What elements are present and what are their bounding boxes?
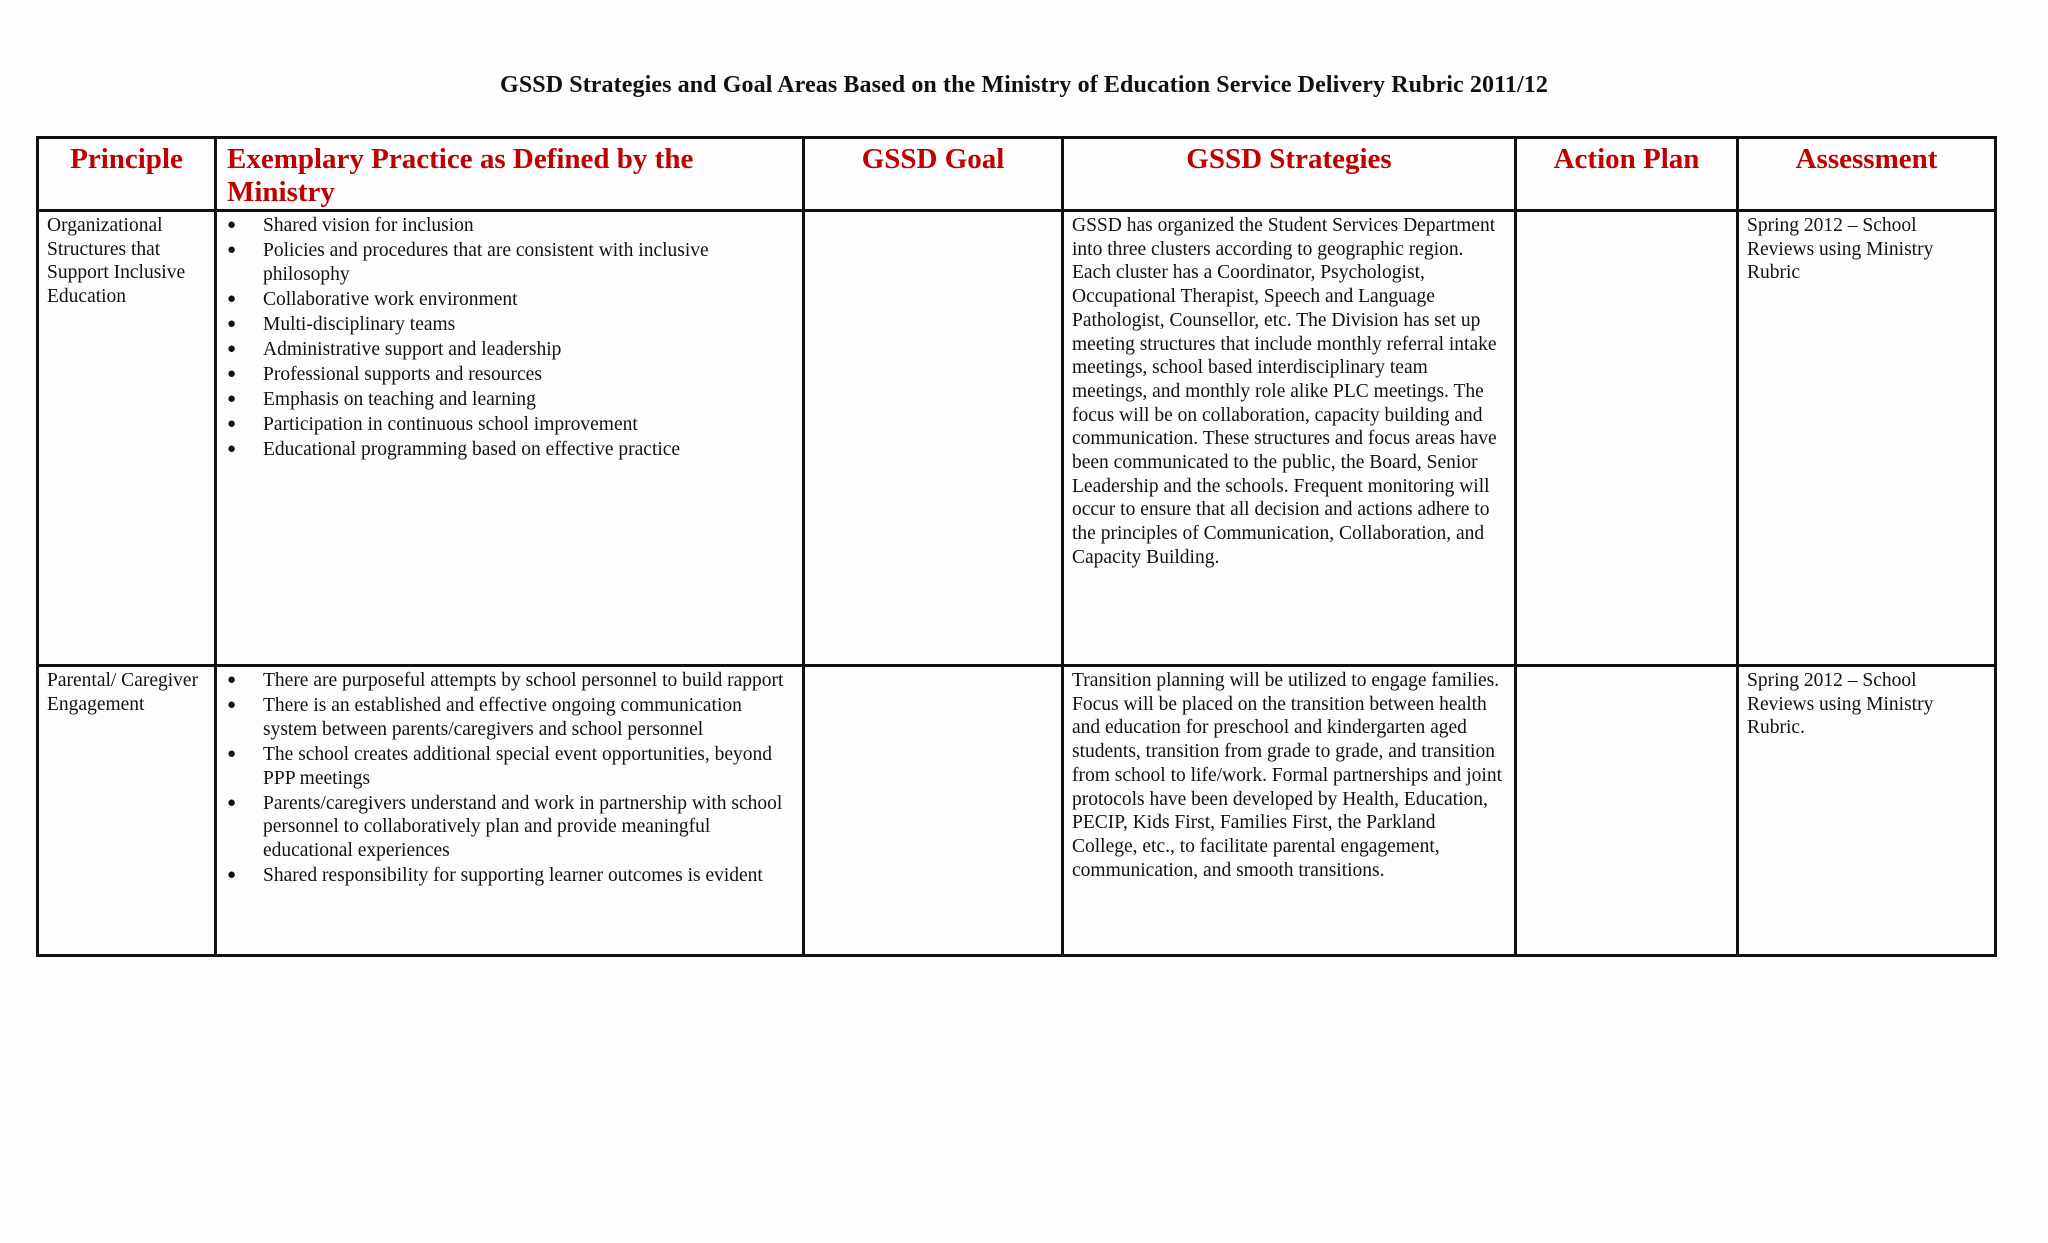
- header-exemplary-practice: Exemplary Practice as Defined by the Ministry: [216, 138, 804, 211]
- list-item: ● Emphasis on teaching and learning: [227, 389, 536, 411]
- bullet-icon: ●: [227, 217, 237, 233]
- header-action-plan: Action Plan: [1516, 138, 1738, 211]
- bullet-icon: ●: [227, 441, 237, 458]
- table-row: [38, 211, 1996, 666]
- practice-list: [225, 669, 792, 888]
- assessment-cell: Spring 2012 – School Reviews using Ministry Rubric.: [1738, 666, 1996, 956]
- gssd-goal-cell: [804, 211, 1063, 666]
- list-item: ● There are purposeful attempts by school personnel to build rapport: [227, 670, 784, 691]
- rubric-table: [36, 136, 1997, 957]
- header-row: [38, 138, 1996, 211]
- list-item: ● Shared vision for inclusion: [227, 215, 474, 236]
- list-item: ● Participation in continuous school improvement: [227, 414, 638, 436]
- bullet-icon: ●: [227, 366, 237, 383]
- header-gssd-strategies: GSSD Strategies: [1063, 138, 1516, 211]
- bullet-icon: ●: [227, 672, 237, 688]
- gssd-goal-cell: [804, 666, 1063, 956]
- bullet-icon: ●: [227, 290, 237, 307]
- header-principle: Principle: [38, 138, 216, 211]
- principle-cell: Organizational Structures that Support Inclusive Education: [38, 211, 216, 666]
- list-item: ● Shared responsibility for supporting learner outcomes is evident: [227, 865, 763, 887]
- bullet-icon: ●: [227, 416, 237, 433]
- assessment-cell: Spring 2012 – School Reviews using Ministry Rubric: [1738, 211, 1996, 666]
- exemplary-practice-cell: [216, 211, 804, 666]
- list-item: ● Collaborative work environment: [227, 288, 518, 310]
- list-item: ● Administrative support and leadership: [227, 339, 562, 361]
- gssd-strategies-cell: GSSD has organized the Student Services Department into three clusters according to geographic region. Each cluster has a Coordinator, Psychologist, Occupational Therapist, Speech and Language Pathologist, Counsellor, etc. The Division has set up meeting structures that include monthly referral intake meetings, school based interdisciplinary team meetings, and monthly role alike PLC meetings. The focus will be on collaboration, capacity building and communication. These structures and focus areas have been communicated to the public, the Board, Senior Leadership and the schools. Frequent monitoring will occur to ensure that all decision and actions adhere to the principles of Communication, Collaboration, and Capacity Building.: [1063, 211, 1516, 666]
- list-item: ● Multi-disciplinary teams: [227, 313, 456, 335]
- bullet-icon: ●: [227, 745, 237, 762]
- list-item: ● There is an established and effective ongoing communication system between parents/caregivers and school personnel: [227, 695, 742, 740]
- bullet-icon: ●: [227, 391, 237, 408]
- action-plan-cell: [1516, 211, 1738, 666]
- table-row: [38, 666, 1996, 956]
- exemplary-practice-cell: [216, 666, 804, 956]
- principle-cell: Parental/ Caregiver Engagement: [38, 666, 216, 956]
- list-item: ● The school creates additional special event opportunities, beyond PPP meetings: [227, 743, 773, 789]
- action-plan-cell: [1516, 666, 1738, 956]
- list-item: ● Educational programming based on effective practice: [227, 439, 681, 461]
- bullet-icon: ●: [227, 315, 237, 332]
- bullet-icon: ●: [227, 794, 237, 811]
- practice-list: [225, 214, 792, 462]
- gssd-strategies-cell: Transition planning will be utilized to engage families. Focus will be placed on the transition between health and education for preschool and kindergarten aged students, transition from grade to grade, and transition from school to life/work. Formal partnerships and joint protocols have been developed by Health, Education, PECIP, Kids First, Families First, the Parkland College, etc., to facilitate parental engagement, communication, and smooth transitions.: [1063, 666, 1516, 956]
- bullet-icon: ●: [227, 697, 237, 714]
- bullet-icon: ●: [227, 341, 237, 358]
- list-item: ● Parents/caregivers understand and work in partnership with school personnel to collaboratively plan and provide meaningful educational experiences: [227, 792, 783, 862]
- bullet-icon: ●: [227, 867, 237, 884]
- header-gssd-goal: GSSD Goal: [804, 138, 1063, 211]
- list-item: ● Policies and procedures that are consistent with inclusive philosophy: [227, 240, 709, 285]
- bullet-icon: ●: [227, 242, 237, 259]
- page-title: GSSD Strategies and Goal Areas Based on the Ministry of Education Service Delivery Rubric 2011/12: [500, 72, 1548, 98]
- header-assessment: Assessment: [1738, 138, 1996, 211]
- list-item: ● Professional supports and resources: [227, 364, 542, 386]
